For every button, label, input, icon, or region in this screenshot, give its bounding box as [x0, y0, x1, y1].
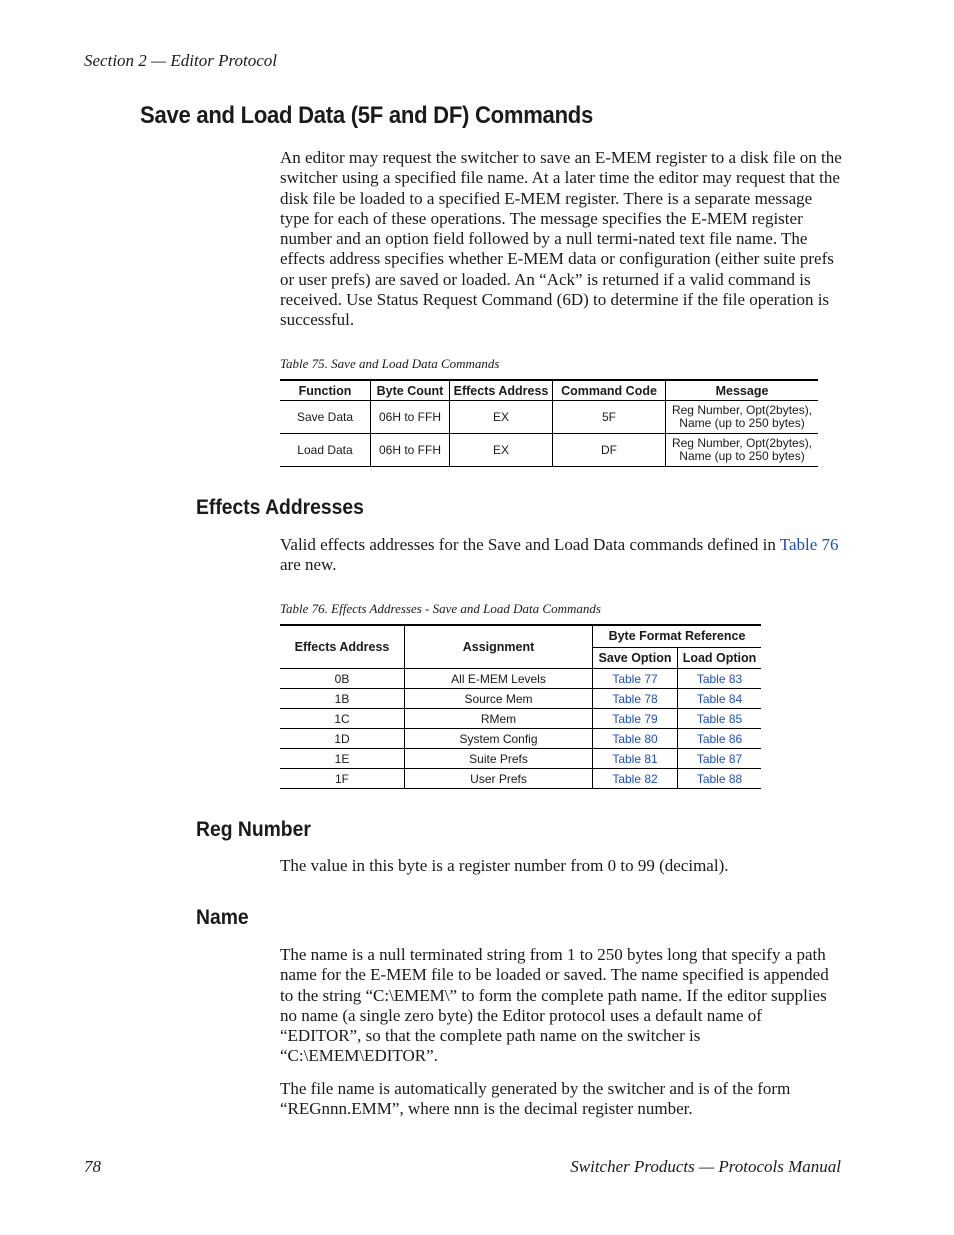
cell-assignment: User Prefs: [405, 769, 593, 789]
col-group-byte-format: Byte Format Reference: [593, 625, 762, 647]
save-table-link[interactable]: Table 79: [612, 711, 658, 726]
col-byte-count: Byte Count: [371, 380, 450, 401]
cell-effects-address: EX: [450, 401, 553, 434]
cell-assignment: System Config: [405, 729, 593, 749]
cell-load: [678, 729, 762, 749]
load-table-link[interactable]: Table 84: [696, 691, 743, 706]
col-message: Message: [666, 380, 819, 401]
cell-command-code: 5F: [553, 401, 666, 434]
cell-function: Save Data: [280, 401, 371, 434]
col-effects-address: Effects Address: [280, 625, 405, 669]
effects-addresses-table: [280, 624, 761, 789]
cell-address: 1C: [280, 709, 405, 729]
table76-caption: Table 76. Effects Addresses - Save and Load Data Commands: [280, 601, 601, 616]
load-table-link[interactable]: Table 86: [696, 731, 743, 746]
message-line: Name (up to 250 bytes): [679, 449, 805, 463]
cell-address: 0B: [280, 669, 405, 689]
col-load-option: Load Option: [678, 647, 762, 669]
cell-load: [678, 749, 762, 769]
page-title: Save and Load Data (5F and DF) Commands: [140, 102, 593, 129]
table76-link[interactable]: Table 76: [779, 535, 839, 554]
save-table-link[interactable]: Table 81: [612, 751, 658, 766]
cell-save: [593, 749, 678, 769]
table-row: [280, 709, 761, 729]
reg-number-paragraph: The value in this byte is a register number from 0 to 99 (decimal).: [280, 856, 729, 875]
save-table-link[interactable]: Table 82: [612, 771, 658, 786]
cell-save: [593, 729, 678, 749]
effects-addresses-heading: Effects Addresses: [196, 496, 364, 519]
cell-assignment: All E-MEM Levels: [405, 669, 593, 689]
table-row: [280, 769, 761, 789]
cell-function: Load Data: [280, 434, 371, 467]
cell-load: [678, 689, 762, 709]
cell-save: [593, 709, 678, 729]
cell-assignment: RMem: [405, 709, 593, 729]
col-assignment: Assignment: [405, 625, 593, 669]
cell-save: [593, 689, 678, 709]
message-line: Reg Number, Opt(2bytes),: [671, 403, 813, 417]
table75-caption: Table 75. Save and Load Data Commands: [280, 356, 500, 371]
cell-assignment: Source Mem: [405, 689, 593, 709]
save-table-link[interactable]: Table 77: [612, 671, 658, 686]
name-paragraph-2: The file name is automatically generated by the switcher and is of the form “REGnnn.EMM”, where nnn is the decimal register number.: [280, 1079, 791, 1119]
cell-command-code: DF: [553, 434, 666, 467]
col-save-option: Save Option: [593, 647, 678, 669]
cell-address: 1F: [280, 769, 405, 789]
load-table-link[interactable]: Table 88: [696, 771, 743, 786]
save-table-link[interactable]: Table 80: [612, 731, 658, 746]
cell-load: [678, 709, 762, 729]
save-table-link[interactable]: Table 78: [612, 691, 658, 706]
load-table-link[interactable]: Table 85: [696, 711, 743, 726]
table-row: [280, 689, 761, 709]
col-function: Function: [280, 380, 371, 401]
cell-assignment: Suite Prefs: [405, 749, 593, 769]
page-number: 78: [84, 1157, 101, 1176]
table-row: [280, 401, 818, 434]
message-line: Name (up to 250 bytes): [679, 416, 805, 430]
name-heading: Name: [196, 906, 249, 929]
cell-byte-count: 06H to FFH: [371, 401, 450, 434]
cell-message: [666, 401, 819, 434]
col-command-code: Command Code: [553, 380, 666, 401]
cell-effects-address: EX: [450, 434, 553, 467]
cell-address: 1E: [280, 749, 405, 769]
running-header: Section 2 — Editor Protocol: [84, 51, 277, 70]
table-row: [280, 434, 818, 467]
effects-text: Valid effects addresses for the Save and Load Data commands defined in: [280, 535, 780, 554]
table-row: [280, 749, 761, 769]
table-row: [280, 669, 761, 689]
cell-save: [593, 669, 678, 689]
effects-text-end: are new.: [280, 555, 337, 575]
col-effects-address: Effects Address: [450, 380, 553, 401]
cell-message: [666, 434, 819, 467]
message-line: Reg Number, Opt(2bytes),: [671, 436, 813, 450]
reg-number-heading: Reg Number: [196, 818, 311, 841]
cell-save: [593, 769, 678, 789]
load-table-link[interactable]: Table 83: [696, 671, 743, 686]
load-table-link[interactable]: Table 87: [696, 751, 743, 766]
name-paragraph-1: The name is a null terminated string from 1 to 250 bytes long that specify a path name for the E-MEM file to be loaded or saved. The name specified is appended to the string “C:\EMEM\” to form the complete path name. If the editor supplies no name (a single zero byte) the Editor protocol uses a default name of “EDITOR”, so that the complete path name on the switcher is “C:\EMEM\EDITOR”.: [280, 945, 829, 1066]
cell-address: 1D: [280, 729, 405, 749]
effects-paragraph: [280, 535, 842, 576]
cell-byte-count: 06H to FFH: [371, 434, 450, 467]
cell-load: [678, 769, 762, 789]
intro-paragraph: An editor may request the switcher to save an E-MEM register to a disk file on the switcher using a specified file name. At a later time the editor may request that the disk file be loaded to a specified E-MEM register. There is a separate message type for each of these operations. The message specifies the E-MEM register number and an option field followed by a null termi-nated text file name. The effects address specifies whether E-MEM data or configuration (either suite prefs or user prefs) are saved or loaded. An “Ack” is returned if a valid command is received. Use Status Request Command (6D) to determine if the file operation is successful.: [280, 148, 842, 330]
cell-load: [678, 669, 762, 689]
cell-address: 1B: [280, 689, 405, 709]
table-row: [280, 729, 761, 749]
save-load-commands-table: [280, 379, 818, 467]
running-footer: Switcher Products — Protocols Manual: [570, 1157, 841, 1176]
